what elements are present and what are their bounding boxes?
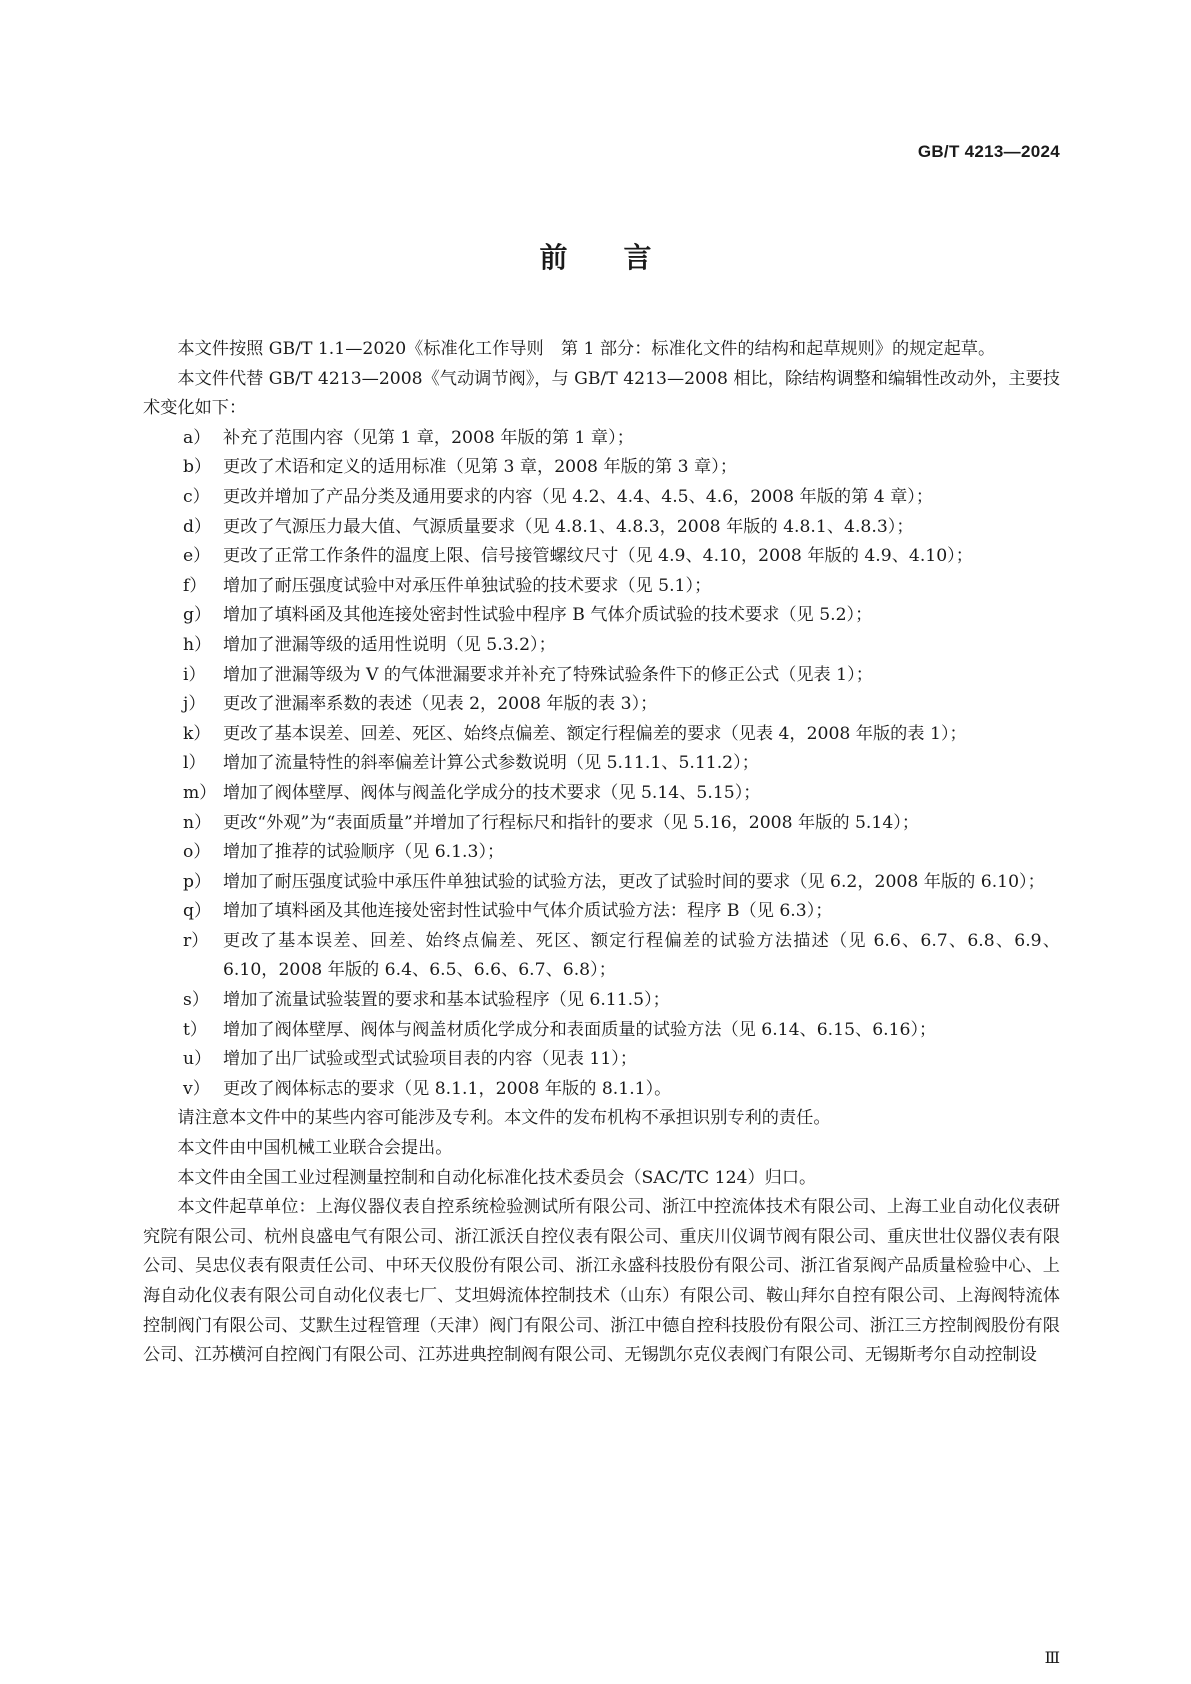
list-item	[143, 720, 1060, 750]
list-item	[143, 542, 1060, 572]
list-marker: k）	[183, 723, 211, 744]
list-marker: r）	[183, 930, 209, 951]
list-item-text: 补充了范围内容（见第 1 章，2008 年版的第 1 章）；	[223, 427, 634, 448]
page-number: Ⅲ	[1044, 1648, 1060, 1667]
list-item-text: 增加了泄漏等级的适用性说明（见 5.3.2）；	[223, 634, 556, 655]
list-item	[143, 1016, 1060, 1046]
list-item-text: 更改并增加了产品分类及通用要求的内容（见 4.2、4.4、4.5、4.6，2008 年版的第 4 章）；	[223, 486, 934, 507]
list-marker: h）	[183, 634, 212, 655]
list-marker: s）	[183, 990, 210, 1011]
list-item	[143, 1045, 1060, 1075]
list-item-text: 更改了阀体标志的要求（见 8.1.1，2008 年版的 8.1.1）。	[223, 1078, 672, 1099]
list-item-text: 更改“外观”为“表面质量”并增加了行程标尺和指针的要求（见 5.16，2008 年版的 5.14）；	[223, 812, 920, 833]
list-item	[143, 572, 1060, 602]
list-marker: u）	[183, 1049, 212, 1070]
list-item-text: 增加了填料函及其他连接处密封性试验中程序 B 气体介质试验的技术要求（见 5.2）；	[223, 605, 873, 626]
paragraph-replacement: 本文件代替 GB/T 4213—2008《气动调节阀》，与 GB/T 4213—2008 相比，除结构调整和编辑性改动外，主要技术变化如下：	[143, 368, 1060, 419]
list-marker: j）	[183, 694, 206, 715]
list-marker: f）	[183, 575, 207, 596]
list-marker: c）	[183, 486, 210, 507]
standard-code: GB/T 4213—2024	[917, 142, 1060, 161]
list-item-text: 更改了气源压力最大值、气源质量要求（见 4.8.1、4.8.3，2008 年版的 4.8.1、4.8.3）；	[223, 516, 914, 537]
list-item	[143, 838, 1060, 868]
list-item	[143, 779, 1060, 809]
list-item	[143, 927, 1060, 986]
list-item	[143, 986, 1060, 1016]
list-item-text: 增加了流量特性的斜率偏差计算公式参数说明（见 5.11.1、5.11.2）；	[223, 753, 759, 774]
list-item-text: 增加了耐压强度试验中承压件单独试验的试验方法，更改了试验时间的要求（见 6.2，2008 年版的 6.10）；	[223, 871, 1045, 892]
list-item	[143, 453, 1060, 483]
paragraph-committee: 本文件由全国工业过程测量控制和自动化标准化技术委员会（SAC/TC 124）归口。	[177, 1167, 817, 1188]
list-item-text: 更改了术语和定义的适用标准（见第 3 章，2008 年版的第 3 章）；	[223, 457, 738, 478]
paragraph-patent-notice: 请注意本文件中的某些内容可能涉及专利。本文件的发布机构不承担识别专利的责任。	[177, 1108, 831, 1129]
list-item-text: 增加了流量试验装置的要求和基本试验程序（见 6.11.5）；	[223, 990, 670, 1011]
paragraph-proposer: 本文件由中国机械工业联合会提出。	[177, 1138, 453, 1159]
list-item-text: 更改了基本误差、回差、始终点偏差、死区、额定行程偏差的试验方法描述（见 6.6、6.7、6.8、6.9、6.10，2008 年版的 6.4、6.5、6.6、6.7、6.8）；	[223, 930, 1060, 981]
list-marker: a）	[183, 427, 211, 448]
page-title: 前言	[539, 241, 708, 274]
list-marker: v）	[183, 1078, 210, 1099]
paragraph-drafting-rules: 本文件按照 GB/T 1.1—2020《标准化工作导则 第 1 部分：标准化文件的结构和起草规则》的规定起草。	[177, 339, 996, 359]
list-marker: t）	[183, 1019, 208, 1040]
list-item-text: 更改了基本误差、回差、死区、始终点偏差、额定行程偏差的要求（见表 4，2008 年版的表 1）；	[223, 723, 967, 744]
list-item-text: 增加了出厂试验或型式试验项目表的内容（见表 11）；	[223, 1049, 638, 1070]
list-marker: p）	[183, 871, 212, 892]
list-item	[143, 661, 1060, 691]
list-item	[143, 601, 1060, 631]
list-item	[143, 424, 1060, 454]
list-item-text: 增加了填料函及其他连接处密封性试验中气体介质试验方法：程序 B（见 6.3）；	[223, 901, 833, 922]
list-item	[143, 690, 1060, 720]
list-item	[143, 897, 1060, 927]
list-marker: i）	[183, 664, 206, 685]
list-item	[143, 809, 1060, 839]
list-item	[143, 483, 1060, 513]
list-item-text: 增加了泄漏等级为 V 的气体泄漏要求并补充了特殊试验条件下的修正公式（见表 1）；	[223, 664, 873, 685]
list-item	[143, 1075, 1060, 1105]
paragraph-drafting-units: 本文件起草单位：上海仪器仪表自控系统检验测试所有限公司、浙江中控流体技术有限公司、上海工业自动化仪表研究院有限公司、杭州良盛电气有限公司、浙江派沃自控仪表有限公司、重庆川仪调节阀有限公司、重庆世壮仪器仪表有限公司、吴忠仪表有限责任公司、中环天仪股份有限公司、浙江永盛科技股份有限公司、浙江省泵阀产品质量检验中心、上海自动化仪表有限公司自动化仪表七厂、艾坦姆流体控制技术（山东）有限公司、鞍山拜尔自控有限公司、上海阀特流体控制阀门有限公司、艾默生过程管理（天津）阀门有限公司、浙江中德自控科技股份有限公司、浙江三方控制阀股份有限公司、江苏横河自控阀门有限公司、江苏进典控制阀有限公司、无锡凯尔克仪表阀门有限公司、无锡斯考尔自动控制设	[143, 1197, 1060, 1366]
list-item-text: 更改了泄漏率系数的表述（见表 2，2008 年版的表 3）；	[223, 694, 658, 715]
list-item-text: 增加了阀体壁厚、阀体与阀盖化学成分的技术要求（见 5.14、5.15）；	[223, 782, 761, 803]
list-item	[143, 749, 1060, 779]
list-marker: e）	[183, 546, 211, 567]
list-marker: b）	[183, 457, 212, 478]
list-marker: o）	[183, 842, 211, 863]
changes-list	[143, 424, 1060, 1105]
list-item	[143, 868, 1060, 898]
list-marker: d）	[183, 516, 212, 537]
list-marker: g）	[183, 605, 212, 626]
list-item-text: 增加了阀体壁厚、阀体与阀盖材质化学成分和表面质量的试验方法（见 6.14、6.15、6.16）；	[223, 1019, 937, 1040]
list-item	[143, 631, 1060, 661]
list-marker: q）	[183, 901, 212, 922]
list-marker: n）	[183, 812, 212, 833]
preface-body	[143, 335, 1060, 1371]
list-item-text: 更改了正常工作条件的温度上限、信号接管螺纹尺寸（见 4.9、4.10，2008 年版的 4.9、4.10）；	[223, 546, 973, 567]
list-item	[143, 513, 1060, 543]
list-item-text: 增加了推荐的试验顺序（见 6.1.3）；	[223, 842, 505, 863]
list-marker: l）	[183, 753, 206, 774]
list-marker: m）	[183, 782, 217, 803]
list-item-text: 增加了耐压强度试验中对承压件单独试验的技术要求（见 5.1）；	[223, 575, 712, 596]
